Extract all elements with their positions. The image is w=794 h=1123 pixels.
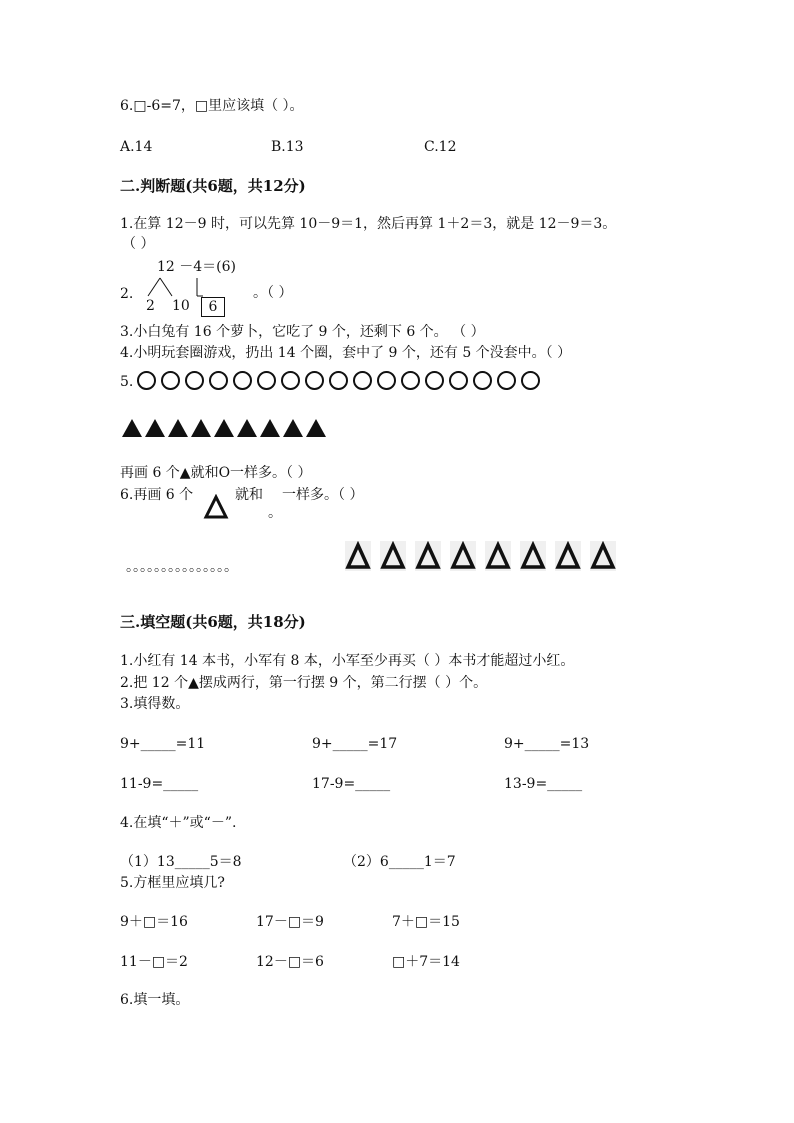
judge-q4: 4.小明玩套圈游戏，扔出 14 个圈，套中了 9 个，还有 5 个没套中。（ ） (120, 345, 572, 361)
hollow-triangle-icon (450, 541, 476, 571)
circle-icon (449, 371, 468, 390)
hollow-triangle-icon (485, 541, 511, 571)
circle-icon (137, 371, 156, 390)
circle-icon (233, 371, 252, 390)
fill-q4-a: （1）13_____5＝8 (120, 854, 242, 870)
option-a: A.14 (120, 139, 153, 155)
circle-icon (185, 371, 204, 390)
judge-q6-dot: 。 (268, 505, 282, 521)
circle-icon (377, 371, 396, 390)
triangle-icon (145, 419, 165, 437)
calc-1-3: 9+_____=13 (504, 736, 590, 752)
hollow-triangle-icon (590, 541, 616, 571)
fill-q1: 1.小红有 14 本书，小军有 8 本，小军至少再买（ ）本书才能超过小红。 (120, 653, 575, 669)
circle-icon (281, 371, 300, 390)
box-1-3: 7＋□＝15 (392, 914, 460, 930)
judge-q6-mid: 就和 (235, 487, 263, 503)
fill-q4: 4.在填“＋”或“－”. (120, 815, 237, 831)
question-6-text: 6.□-6=7，□里应该填（ ）。 (120, 98, 304, 114)
hollow-triangle-icon (520, 541, 546, 571)
small-circle-row: 。。。。。。。。。。。。。。。 (126, 559, 238, 575)
circle-icon (329, 371, 348, 390)
calc-2-3: 13-9=_____ (504, 776, 583, 792)
circle-icon (209, 371, 228, 390)
option-c: C.12 (424, 139, 457, 155)
judge-q2-prefix: 2. (120, 286, 134, 302)
judge-q5-caption: 再画 6 个▲就和O一样多。（ ） (120, 465, 312, 481)
hollow-triangle-row (345, 541, 625, 575)
triangle-icon (168, 419, 188, 437)
hollow-triangle-icon (555, 541, 581, 571)
box-1-1: 9＋□＝16 (120, 914, 188, 930)
triangle-row (122, 419, 329, 441)
triangle-icon (214, 419, 234, 437)
judge-q5-prefix: 5. (120, 374, 134, 390)
fill-q5: 5.方框里应填几? (120, 875, 225, 891)
circle-icon (425, 371, 444, 390)
fill-q6: 6.填一填。 (120, 992, 190, 1008)
judge-q3: 3.小白兔有 16 个萝卜，它吃了 9 个，还剩下 6 个。 （ ） (120, 324, 485, 340)
circle-icon (305, 371, 324, 390)
fill-q2: 2.把 12 个▲摆成两行，第一行摆 9 个，第二行摆（ ）个。 (120, 675, 488, 691)
box-2-3: □＋7＝14 (392, 954, 460, 970)
triangle-icon (260, 419, 280, 437)
circle-icon (521, 371, 540, 390)
judge-q2-tail: 。（ ） (253, 285, 293, 301)
fill-q3: 3.填得数。 (120, 696, 190, 712)
option-b: B.13 (271, 139, 304, 155)
judge-q6-tail: 一样多。（ ） (282, 487, 364, 503)
judge-q2-left-num: 2 (146, 298, 155, 314)
judge-q1-line2: （ ） (122, 236, 155, 252)
calc-2-2: 17-9=_____ (312, 776, 391, 792)
hollow-triangle-icon (203, 494, 229, 520)
circle-icon (161, 371, 180, 390)
box-1-2: 17－□＝9 (256, 914, 324, 930)
judge-q1-line1: 1.在算 12－9 时，可以先算 10－9＝1，然后再算 1＋2＝3，就是 12－9＝3。 (120, 216, 617, 232)
circle-icon (401, 371, 420, 390)
calc-2-1: 11-9=_____ (120, 776, 199, 792)
box-2-2: 12－□＝6 (256, 954, 324, 970)
circle-row (137, 371, 545, 394)
triangle-icon (191, 419, 211, 437)
box-2-1: 11－□＝2 (120, 954, 188, 970)
calc-1-2: 9+_____=17 (312, 736, 398, 752)
judge-q2-box-num: 6 (208, 299, 218, 315)
hollow-triangle-icon (380, 541, 406, 571)
triangle-icon (237, 419, 257, 437)
triangle-icon (306, 419, 326, 437)
circle-icon (353, 371, 372, 390)
calc-1-1: 9+_____=11 (120, 736, 206, 752)
circle-icon (473, 371, 492, 390)
section-2-title: 二.判断题(共6题，共12分) (120, 177, 306, 195)
judge-q2-right-num: 10 (172, 298, 190, 314)
triangle-icon (283, 419, 303, 437)
hollow-triangle-icon (415, 541, 441, 571)
section-3-title: 三.填空题(共6题，共18分) (120, 613, 306, 631)
circle-icon (257, 371, 276, 390)
circle-icon (497, 371, 516, 390)
hollow-triangle-icon (345, 541, 371, 571)
judge-q2-box (201, 297, 225, 317)
judge-q2-expr: 12 －4＝(6) (157, 259, 237, 275)
fill-q4-b: （2）6_____1＝7 (343, 854, 456, 870)
judge-q6-prefix: 6.再画 6 个 (120, 487, 194, 503)
triangle-icon (122, 419, 142, 437)
